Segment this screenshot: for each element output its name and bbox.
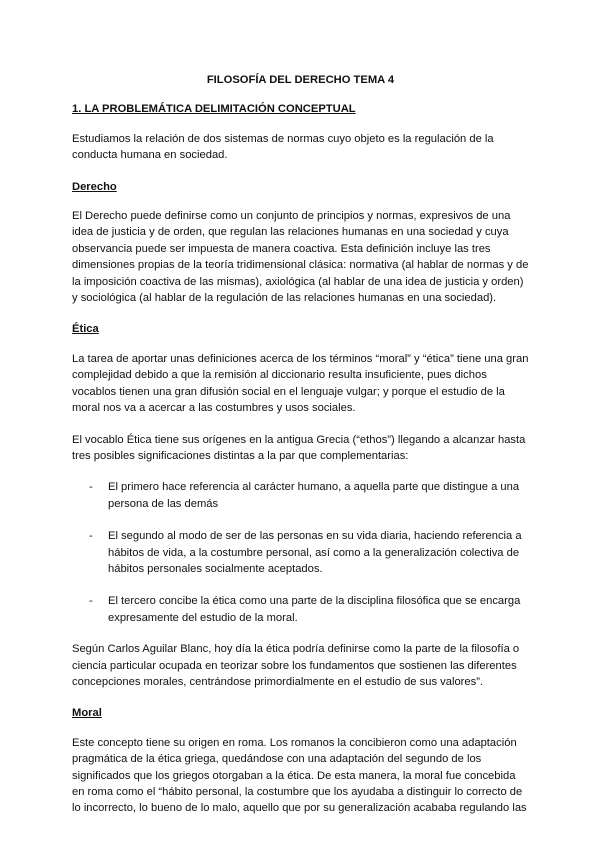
- meanings-list: [72, 479, 529, 626]
- etica-paragraph-2: El vocablo Ética tiene sus orígenes en la antigua Grecia (“ethos”) llegando a alcanzar hasta tres posibles significaciones distintas a la par que complementarias:: [72, 433, 526, 462]
- list-item: [72, 479, 529, 512]
- etica-paragraph-3: Según Carlos Aguilar Blanc, hoy día la ética podría definirse como la parte de la filosofía o ciencia particular ocupada en teorizar sobre los fundamentos que sostienen las diferentes concepciones morales, centrándose primordialmente en el estudio de sus valores”.: [72, 643, 520, 688]
- moral-heading: Moral: [72, 707, 102, 720]
- etica-heading: Ética: [72, 323, 99, 336]
- etica-paragraph-1: La tarea de aportar unas definiciones acerca de los términos “moral” y “ética” tiene una gran complejidad debido a que la remisión al diccionario resulta insuficiente, pues dichos vocablos tienen una gran difusión social en el lenguaje vulgar; y porque el estudio de la moral nos va a acercar a las costumbres y usos sociales.: [72, 352, 529, 415]
- document-title: FILOSOFÍA DEL DERECHO TEMA 4: [206, 74, 395, 86]
- intro-paragraph: Estudiamos la relación de dos sistemas de normas cuyo objeto es la regulación de la conducta humana en sociedad.: [72, 132, 494, 162]
- derecho-heading: Derecho: [72, 180, 117, 193]
- list-item: [72, 593, 529, 626]
- list-item-text: El tercero concibe la ética como una parte de la disciplina filosófica que se encarga expresamente del estudio de la moral.: [108, 595, 521, 624]
- list-dash: -: [89, 530, 93, 543]
- list-item-text: El segundo al modo de ser de las personas en su vida diaria, haciendo referencia a hábitos de vida, a la costumbre personal, así como a la generalización colectiva de hábitos personales socialmente aceptados.: [108, 530, 522, 575]
- moral-paragraph: Este concepto tiene su origen en roma. Los romanos la concibieron como una adaptación pragmática de la ética griega, quedándose con una adaptación del segundo de los significados que los griegos otorgaban a la ética. De esta manera, la moral fue concebida en roma como el “hábito personal, la costumbre que los ayudaba a distinguir lo correcto de lo incorrecto, lo bueno de lo malo, aquello que por su generalización acababa regulando las: [72, 736, 527, 815]
- list-dash: -: [89, 481, 93, 494]
- list-item: [72, 528, 529, 577]
- list-dash: -: [89, 595, 93, 608]
- list-item-text: El primero hace referencia al carácter humano, a aquella parte que distingue a una persona de las demás: [108, 481, 520, 510]
- section-heading: 1. LA PROBLEMÁTICA DELIMITACIÓN CONCEPTUAL: [72, 103, 356, 116]
- derecho-paragraph: El Derecho puede definirse como un conjunto de principios y normas, expresivos de una idea de justicia y de orden, que regulan las relaciones humanas en una sociedad y cuya observancia puede ser impuesta de manera coactiva. Esta definición incluye las tres dimensiones propias de la teoría tridimensional clásica: normativa (al hablar de normas y de la imposición coactiva de las mismas), axiológica (al hablar de una idea de justicia y orden) y sociológica (al hablar de la regulación de las relaciones humanas en una sociedad).: [72, 210, 529, 305]
